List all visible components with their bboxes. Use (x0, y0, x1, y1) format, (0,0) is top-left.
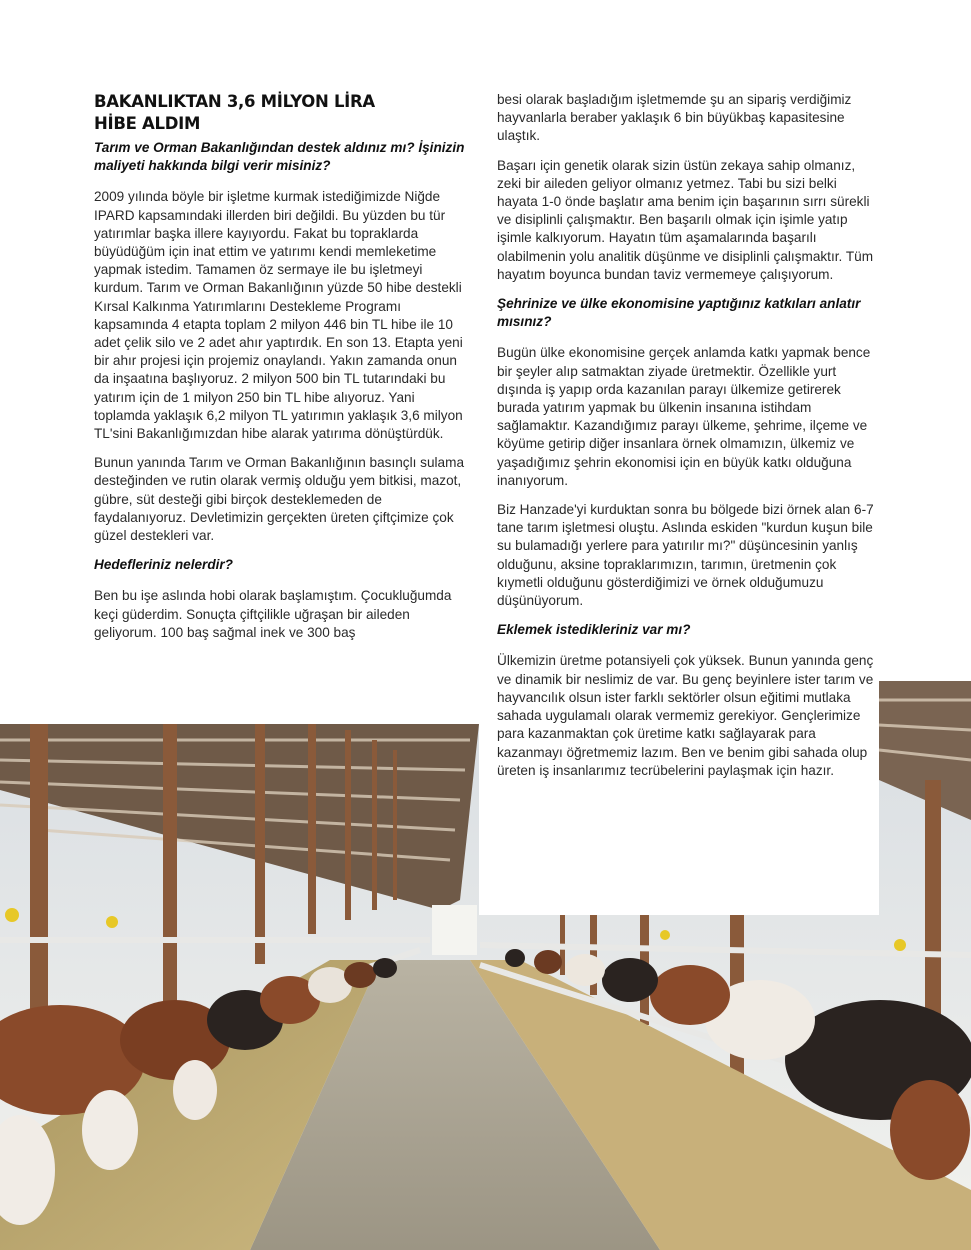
answer-paragraph-4: besi olarak başladığım işletmemde şu an sipariş verdiğimiz hayvanlarla beraber yaklaşık 6 bin büyükbaş kapasitesine ulaştık. (497, 92, 852, 144)
right-column (497, 91, 879, 791)
question-contribution: Şehrinize ve ülke ekonomisine yaptığınız katkıları anlatır mısınız? (497, 296, 861, 330)
text-background-top-right (879, 0, 971, 681)
left-column (94, 91, 468, 653)
answer-paragraph-2: Bunun yanında Tarım ve Orman Bakanlığının basınçlı sulama desteğinden ve rutin olarak vermiş olduğu yem bitkisi, mazot, gübre, süt desteği gibi birçok desteklemeden de faydalanıyoruz. Devletimizin gerçekten üreten çiftçimize çok güzel destekleri var. (94, 455, 465, 544)
answer-paragraph-6: Bugün ülke ekonomisine gerçek anlamda katkı yapmak bence bir şeyler alıp satmaktan ziyade üretmektir. Özellikle yurt dışında iş yapıp orda kazanılan parayı ülkemize getirerek burada yatırım yapmak bu ülkenin insanına istihdam sağlamaktır. Kazandığımız parayı ülkeme, şehrime, ilçeme ve köyüme getirip diğer insanlara örnek olmamızın, ülkemiz ve yaşadığımız şehrin ekonomisi için en büyük katkı olduğuna inanıyorum. (497, 345, 871, 488)
answer-paragraph-1: 2009 yılında böyle bir işletme kurmak istediğimizde Niğde IPARD kapsamındaki illerden biri değildi. Bu yüzden bu tür yatırımlar başka illere kayıyordu. Fakat bu topraklarda büyüdüğüm için inat ettim ve yatırımı kendi memleketime yapmak istedim. Tamamen öz sermaye ile bu işletmeyi kurdum. Tarım ve Orman Bakanlığının yüzde 50 hibe destekli Kırsal Kalkınma Yatırımlarını Destekleme Programı kapsamında 4 etapta toplam 2 milyon 446 bin TL hibe ile 10 adet çelik silo ve 2 adet ahır yaptırdık. En son 13. Etapta yeni bir ahır projesi için projemiz onaylandı. Yakın zamanda onun da inşaatına başlıyoruz. 2 milyon 500 bin TL tutarındaki bu yatırım için de 1 milyon 250 bin TL hibe alıyoruz. Yani toplamda yaklaşık 6,2 milyon TL yatırımın yaklaşık 3,6 milyon TL'sini Bakanlığımızdan hibe alarak yatırıma dönüştürdük. (94, 189, 463, 442)
question-support: Tarım ve Orman Bakanlığından destek aldınız mı? İşinizin maliyeti hakkında bilgi verir misiniz? (94, 140, 465, 174)
headline-line-1: BAKANLIKTAN 3,6 MİLYON LİRA (94, 92, 375, 111)
headline-line-2: HİBE ALDIM (94, 114, 201, 133)
answer-paragraph-8: Ülkemizin üretme potansiyeli çok yüksek. Bunun yanında genç ve dinamik bir neslimiz de var. Bu genç beyinlere ister tarım ve hayvancılık olsun ister farklı sektörler olsun eğitimi mutlaka sahada uygulamalı olarak vermemiz gerekiyor. Gençlerimize para kazanmaktan çok üretime katkı sağlayarak para kazanmayı öğretmemiz lazım. Ben ve benim gibi sahada olup üreten iş insanlarımız tecrübelerini paylaşmak için hazır. (497, 653, 874, 778)
question-goals: Hedefleriniz nelerdir? (94, 557, 233, 573)
article-headline (94, 91, 468, 135)
answer-paragraph-5: Başarı için genetik olarak sizin üstün zekaya sahip olmanız, zeki bir aileden geliyor olmanız yetmez. Tabi bu sizi belki hayata 1-0 önde başlatır ama benim için başarının sırrı sürekli ve disiplinli çalışmaktır. Ben başarılı olmak için işimle yatıp işimle kalkıyorum. Hayatın tüm aşamalarında başarılı olabilmenin yolu analitik düşünme ve disiplinli çalışmaktır. Tüm hayatım boyunca bundan taviz vermemeye çalışıyorum. (497, 157, 874, 282)
question-closing: Eklemek istedikleriniz var mı? (497, 622, 691, 638)
answer-paragraph-3: Ben bu işe aslında hobi olarak başlamıştım. Çocukluğumda keçi güderdim. Sonuçta çiftçilikle uğraşan bir aileden geliyorum. 100 baş sağmal inek ve 300 baş (94, 588, 452, 640)
answer-paragraph-7: Biz Hanzade'yi kurduktan sonra bu bölgede bizi örnek alan 6-7 tane tarım işletmesi oluştu. Aslında eskiden "kurdun kuşun bile su bulamadığı yerlere para yatırılır mı?" düşüncesinin yanlış olduğunu, aksine topraklarımızın, tarımın, üretmenin çok kıymetli olduğunu gösterdiğimizi ve örnek olduğumuzu düşünüyorum. (497, 502, 874, 609)
